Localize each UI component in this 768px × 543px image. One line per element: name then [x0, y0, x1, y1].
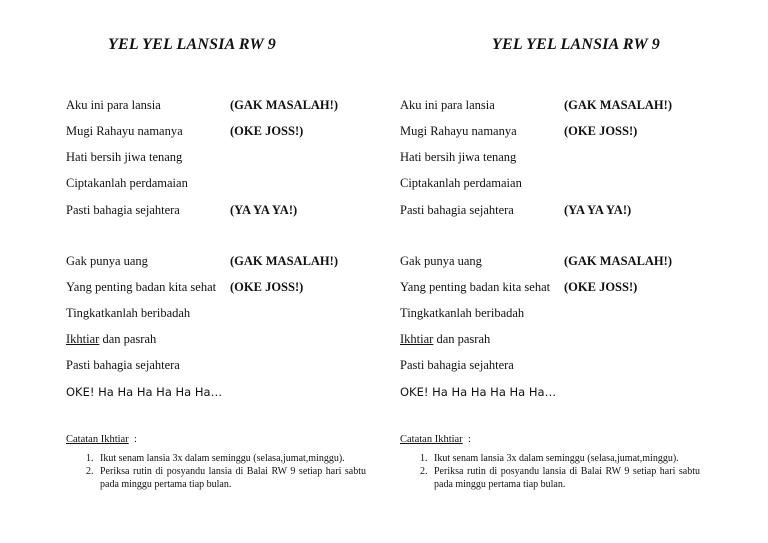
verse-response: (OKE JOSS!) [230, 280, 304, 294]
verse-line: Aku ini para lansia [66, 98, 161, 112]
notes-list [66, 452, 366, 491]
underlined-word: Ikhtiar [66, 332, 100, 346]
verse-response: (GAK MASALAH!) [564, 254, 672, 268]
note-item: 2. Periksa rutin di posyandu lansia di Balai RW 9 setiap hari sabtu pada minggu pertama tiap bulan. [96, 465, 366, 491]
notes-title: Catatan Ikhtiar [66, 434, 129, 445]
underlined-word: Ikhtiar [400, 332, 434, 346]
verse-response: (OKE JOSS!) [230, 124, 304, 138]
verse-line: Gak punya uang [66, 254, 148, 268]
verse-line-rest: dan pasrah [433, 332, 491, 346]
lyric-sheet-right [384, 0, 768, 543]
notes-list [400, 452, 700, 491]
verse-line: Pasti bahagia sejahtera [66, 358, 180, 372]
verse-line: Pasti bahagia sejahtera [400, 358, 514, 372]
verse-line: Hati bersih jiwa tenang [400, 150, 517, 164]
verse-response: (GAK MASALAH!) [230, 254, 338, 268]
verse-line: Tingkatkanlah beribadah [66, 306, 191, 320]
sheet-title: YEL YEL LANSIA RW 9 [108, 36, 276, 53]
verse-response: (OKE JOSS!) [564, 124, 638, 138]
verse-response: (GAK MASALAH!) [564, 98, 672, 112]
verse-line: Mugi Rahayu namanya [66, 124, 183, 138]
verse-line: Hati bersih jiwa tenang [66, 150, 183, 164]
note-item: 1. Ikut senam lansia 3x dalam seminggu (selasa,jumat,minggu). [96, 452, 366, 465]
verse-line: Pasti bahagia sejahtera [400, 203, 514, 217]
notes-colon: : [468, 434, 471, 445]
verse-line: Aku ini para lansia [400, 98, 495, 112]
notes-colon: : [134, 434, 137, 445]
verse-line: Pasti bahagia sejahtera [66, 203, 180, 217]
verse-response: (GAK MASALAH!) [230, 98, 338, 112]
verse-response: (OKE JOSS!) [564, 280, 638, 294]
verse-response: (YA YA YA!) [230, 203, 298, 217]
verse-line: Ciptakanlah perdamaian [66, 176, 188, 190]
verse-line: Yang penting badan kita sehat [400, 280, 551, 294]
notes-title: Catatan Ikhtiar [400, 434, 463, 445]
verse-line: Tingkatkanlah beribadah [400, 306, 525, 320]
verse-response: (YA YA YA!) [564, 203, 632, 217]
verse-line-rest: dan pasrah [99, 332, 157, 346]
verse-line: Ciptakanlah perdamaian [400, 176, 522, 190]
verse-line: Mugi Rahayu namanya [400, 124, 517, 138]
verse-line [400, 332, 490, 347]
verse-line: Gak punya uang [400, 254, 482, 268]
sheet-title: YEL YEL LANSIA RW 9 [492, 36, 660, 53]
note-item: 1. Ikut senam lansia 3x dalam seminggu (selasa,jumat,minggu). [430, 452, 700, 465]
closing-cheer: OKE! Ha Ha Ha Ha Ha Ha… [66, 385, 223, 399]
note-item: 2. Periksa rutin di posyandu lansia di Balai RW 9 setiap hari sabtu pada minggu pertama tiap bulan. [430, 465, 700, 491]
verse-line: Yang penting badan kita sehat [66, 280, 217, 294]
verse-line [66, 332, 156, 347]
closing-cheer: OKE! Ha Ha Ha Ha Ha Ha… [400, 385, 557, 399]
